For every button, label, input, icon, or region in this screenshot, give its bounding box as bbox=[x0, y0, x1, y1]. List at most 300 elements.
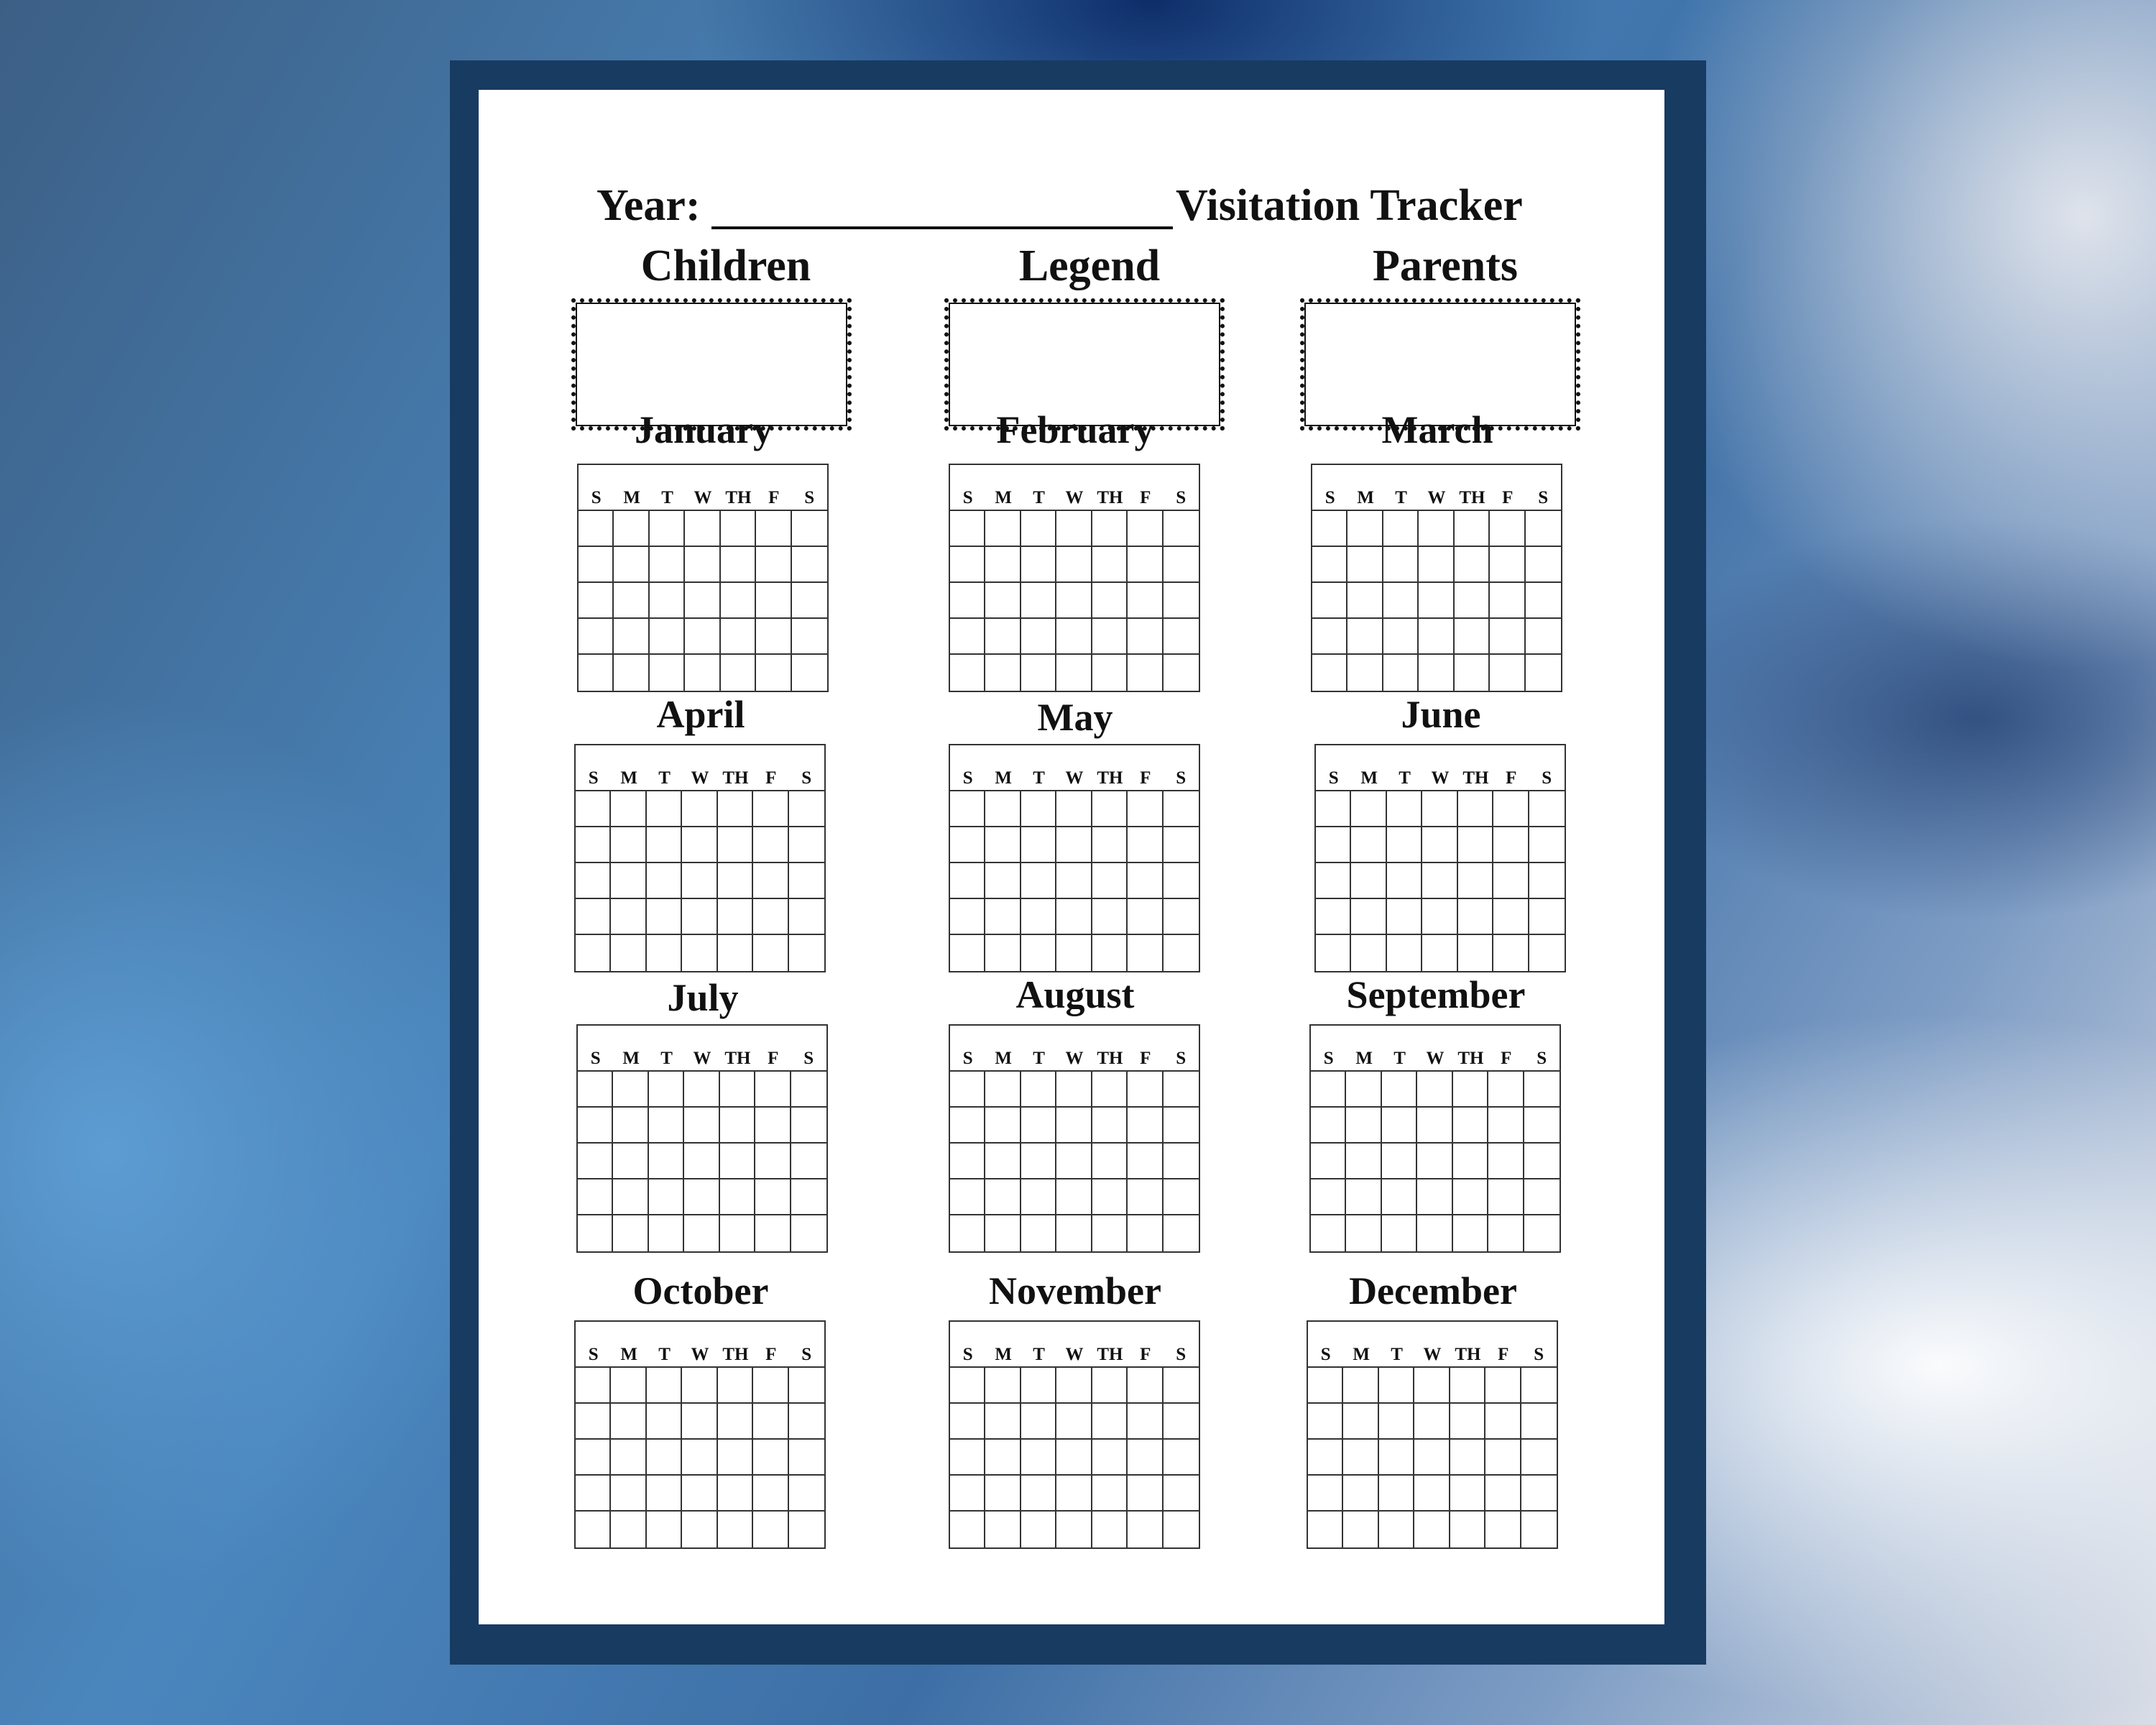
day-cell[interactable] bbox=[1312, 547, 1348, 583]
day-cell[interactable] bbox=[682, 1404, 717, 1440]
day-cell[interactable] bbox=[647, 863, 682, 899]
day-cell[interactable] bbox=[985, 1144, 1021, 1179]
day-cell[interactable] bbox=[1343, 1404, 1378, 1440]
day-cell[interactable] bbox=[1021, 899, 1056, 935]
day-cell[interactable] bbox=[611, 1404, 646, 1440]
day-cell[interactable] bbox=[1383, 583, 1419, 619]
day-cell[interactable] bbox=[613, 1179, 648, 1215]
day-cell[interactable] bbox=[1417, 1179, 1452, 1215]
day-cell[interactable] bbox=[756, 583, 791, 619]
day-cell[interactable] bbox=[1524, 1144, 1560, 1179]
day-cell[interactable] bbox=[792, 583, 827, 619]
day-cell[interactable] bbox=[578, 1215, 613, 1251]
day-cell[interactable] bbox=[1387, 791, 1422, 827]
day-cell[interactable] bbox=[753, 1512, 788, 1547]
day-cell[interactable] bbox=[1164, 1215, 1199, 1251]
day-cell[interactable] bbox=[579, 547, 614, 583]
day-cell[interactable] bbox=[985, 1368, 1021, 1404]
day-cell[interactable] bbox=[1488, 1144, 1524, 1179]
day-cell[interactable] bbox=[1056, 1072, 1092, 1108]
day-cell[interactable] bbox=[950, 655, 985, 691]
day-cell[interactable] bbox=[1453, 1179, 1488, 1215]
day-cell[interactable] bbox=[1521, 1512, 1557, 1547]
day-cell[interactable] bbox=[1056, 1108, 1092, 1144]
day-cell[interactable] bbox=[950, 899, 985, 935]
day-cell[interactable] bbox=[1348, 547, 1383, 583]
day-cell[interactable] bbox=[1346, 1144, 1381, 1179]
day-cell[interactable] bbox=[950, 511, 985, 547]
day-cell[interactable] bbox=[985, 1512, 1021, 1547]
day-cell[interactable] bbox=[1128, 1404, 1163, 1440]
day-cell[interactable] bbox=[789, 1476, 824, 1512]
day-cell[interactable] bbox=[1056, 619, 1092, 655]
day-cell[interactable] bbox=[1485, 1404, 1521, 1440]
day-cell[interactable] bbox=[1414, 1368, 1450, 1404]
day-cell[interactable] bbox=[985, 1215, 1021, 1251]
day-cell[interactable] bbox=[1092, 1440, 1128, 1476]
day-cell[interactable] bbox=[1128, 1072, 1163, 1108]
day-cell[interactable] bbox=[1128, 1215, 1163, 1251]
day-cell[interactable] bbox=[647, 935, 682, 971]
day-cell[interactable] bbox=[1056, 655, 1092, 691]
day-cell[interactable] bbox=[1128, 655, 1163, 691]
day-cell[interactable] bbox=[576, 791, 611, 827]
day-cell[interactable] bbox=[1422, 899, 1457, 935]
day-cell[interactable] bbox=[614, 619, 649, 655]
day-cell[interactable] bbox=[1524, 1108, 1560, 1144]
day-cell[interactable] bbox=[985, 583, 1021, 619]
day-cell[interactable] bbox=[791, 1072, 826, 1108]
day-cell[interactable] bbox=[1056, 1215, 1092, 1251]
day-cell[interactable] bbox=[1056, 1368, 1092, 1404]
day-cell[interactable] bbox=[1164, 1072, 1199, 1108]
day-cell[interactable] bbox=[647, 791, 682, 827]
day-cell[interactable] bbox=[647, 1476, 682, 1512]
day-cell[interactable] bbox=[1092, 863, 1128, 899]
day-cell[interactable] bbox=[1164, 1476, 1199, 1512]
day-cell[interactable] bbox=[755, 1072, 791, 1108]
day-cell[interactable] bbox=[1422, 827, 1457, 863]
day-cell[interactable] bbox=[985, 899, 1021, 935]
day-cell[interactable] bbox=[1128, 791, 1163, 827]
day-cell[interactable] bbox=[1056, 1440, 1092, 1476]
day-cell[interactable] bbox=[1308, 1440, 1343, 1476]
day-cell[interactable] bbox=[1524, 1072, 1560, 1108]
day-cell[interactable] bbox=[1387, 935, 1422, 971]
day-cell[interactable] bbox=[950, 1108, 985, 1144]
day-cell[interactable] bbox=[721, 655, 756, 691]
day-cell[interactable] bbox=[576, 1404, 611, 1440]
day-cell[interactable] bbox=[613, 1144, 648, 1179]
day-cell[interactable] bbox=[1128, 1144, 1163, 1179]
day-cell[interactable] bbox=[1021, 619, 1056, 655]
day-cell[interactable] bbox=[1021, 1072, 1056, 1108]
day-cell[interactable] bbox=[1379, 1404, 1414, 1440]
day-cell[interactable] bbox=[1488, 1215, 1524, 1251]
day-cell[interactable] bbox=[718, 1476, 753, 1512]
day-cell[interactable] bbox=[1379, 1368, 1414, 1404]
day-cell[interactable] bbox=[1021, 1512, 1056, 1547]
day-cell[interactable] bbox=[1308, 1368, 1343, 1404]
day-cell[interactable] bbox=[647, 899, 682, 935]
day-cell[interactable] bbox=[1056, 1404, 1092, 1440]
day-cell[interactable] bbox=[1092, 1144, 1128, 1179]
day-cell[interactable] bbox=[1056, 899, 1092, 935]
day-cell[interactable] bbox=[985, 1440, 1021, 1476]
day-cell[interactable] bbox=[791, 1215, 826, 1251]
day-cell[interactable] bbox=[1164, 1108, 1199, 1144]
day-cell[interactable] bbox=[684, 1144, 719, 1179]
day-cell[interactable] bbox=[685, 547, 720, 583]
day-cell[interactable] bbox=[1021, 1215, 1056, 1251]
day-cell[interactable] bbox=[985, 1476, 1021, 1512]
day-cell[interactable] bbox=[576, 1440, 611, 1476]
day-cell[interactable] bbox=[682, 791, 717, 827]
day-cell[interactable] bbox=[1521, 1368, 1557, 1404]
day-cell[interactable] bbox=[789, 863, 824, 899]
day-cell[interactable] bbox=[950, 1179, 985, 1215]
day-cell[interactable] bbox=[1092, 899, 1128, 935]
day-cell[interactable] bbox=[718, 791, 753, 827]
day-cell[interactable] bbox=[614, 583, 649, 619]
day-cell[interactable] bbox=[950, 1404, 985, 1440]
day-cell[interactable] bbox=[1453, 1144, 1488, 1179]
day-cell[interactable] bbox=[611, 1368, 646, 1404]
day-cell[interactable] bbox=[985, 547, 1021, 583]
day-cell[interactable] bbox=[578, 1072, 613, 1108]
day-cell[interactable] bbox=[1529, 827, 1565, 863]
day-cell[interactable] bbox=[649, 1215, 684, 1251]
day-cell[interactable] bbox=[1455, 511, 1490, 547]
day-cell[interactable] bbox=[1128, 827, 1163, 863]
day-cell[interactable] bbox=[1450, 1404, 1485, 1440]
day-cell[interactable] bbox=[792, 511, 827, 547]
day-cell[interactable] bbox=[1343, 1440, 1378, 1476]
day-cell[interactable] bbox=[578, 1144, 613, 1179]
day-cell[interactable] bbox=[1021, 863, 1056, 899]
day-cell[interactable] bbox=[1348, 619, 1383, 655]
day-cell[interactable] bbox=[1348, 511, 1383, 547]
day-cell[interactable] bbox=[1387, 827, 1422, 863]
day-cell[interactable] bbox=[1092, 791, 1128, 827]
day-cell[interactable] bbox=[684, 1108, 719, 1144]
day-cell[interactable] bbox=[576, 1368, 611, 1404]
day-cell[interactable] bbox=[1164, 827, 1199, 863]
day-cell[interactable] bbox=[1450, 1368, 1485, 1404]
day-cell[interactable] bbox=[792, 619, 827, 655]
day-cell[interactable] bbox=[682, 1440, 717, 1476]
day-cell[interactable] bbox=[1490, 547, 1525, 583]
day-cell[interactable] bbox=[1092, 1512, 1128, 1547]
day-cell[interactable] bbox=[1529, 935, 1565, 971]
day-cell[interactable] bbox=[1493, 899, 1529, 935]
day-cell[interactable] bbox=[1387, 863, 1422, 899]
day-cell[interactable] bbox=[1128, 863, 1163, 899]
day-cell[interactable] bbox=[1343, 1512, 1378, 1547]
day-cell[interactable] bbox=[985, 1072, 1021, 1108]
day-cell[interactable] bbox=[1453, 1108, 1488, 1144]
day-cell[interactable] bbox=[684, 1072, 719, 1108]
day-cell[interactable] bbox=[753, 935, 788, 971]
day-cell[interactable] bbox=[1092, 655, 1128, 691]
day-cell[interactable] bbox=[1529, 791, 1565, 827]
day-cell[interactable] bbox=[1092, 827, 1128, 863]
day-cell[interactable] bbox=[755, 1144, 791, 1179]
day-cell[interactable] bbox=[1455, 655, 1490, 691]
day-cell[interactable] bbox=[1164, 899, 1199, 935]
day-cell[interactable] bbox=[579, 655, 614, 691]
day-cell[interactable] bbox=[682, 827, 717, 863]
day-cell[interactable] bbox=[985, 1404, 1021, 1440]
day-cell[interactable] bbox=[950, 619, 985, 655]
day-cell[interactable] bbox=[718, 1368, 753, 1404]
day-cell[interactable] bbox=[1128, 1179, 1163, 1215]
day-cell[interactable] bbox=[1417, 1072, 1452, 1108]
day-cell[interactable] bbox=[1348, 583, 1383, 619]
day-cell[interactable] bbox=[1417, 1144, 1452, 1179]
day-cell[interactable] bbox=[1521, 1404, 1557, 1440]
day-cell[interactable] bbox=[611, 863, 646, 899]
day-cell[interactable] bbox=[611, 827, 646, 863]
day-cell[interactable] bbox=[720, 1072, 755, 1108]
day-cell[interactable] bbox=[1312, 583, 1348, 619]
day-cell[interactable] bbox=[579, 511, 614, 547]
day-cell[interactable] bbox=[684, 1179, 719, 1215]
day-cell[interactable] bbox=[1458, 827, 1493, 863]
day-cell[interactable] bbox=[1092, 1476, 1128, 1512]
day-cell[interactable] bbox=[985, 511, 1021, 547]
day-cell[interactable] bbox=[1422, 791, 1457, 827]
day-cell[interactable] bbox=[611, 1476, 646, 1512]
day-cell[interactable] bbox=[1021, 1179, 1056, 1215]
day-cell[interactable] bbox=[720, 1108, 755, 1144]
day-cell[interactable] bbox=[1021, 583, 1056, 619]
day-cell[interactable] bbox=[1414, 1404, 1450, 1440]
day-cell[interactable] bbox=[791, 1144, 826, 1179]
day-cell[interactable] bbox=[1382, 1215, 1417, 1251]
day-cell[interactable] bbox=[649, 1108, 684, 1144]
day-cell[interactable] bbox=[985, 791, 1021, 827]
day-cell[interactable] bbox=[753, 827, 788, 863]
day-cell[interactable] bbox=[649, 1144, 684, 1179]
day-cell[interactable] bbox=[1128, 547, 1163, 583]
day-cell[interactable] bbox=[753, 899, 788, 935]
day-cell[interactable] bbox=[1346, 1215, 1381, 1251]
day-cell[interactable] bbox=[950, 1215, 985, 1251]
day-cell[interactable] bbox=[1164, 583, 1199, 619]
day-cell[interactable] bbox=[579, 619, 614, 655]
day-cell[interactable] bbox=[1056, 1144, 1092, 1179]
day-cell[interactable] bbox=[1348, 655, 1383, 691]
day-cell[interactable] bbox=[1128, 1108, 1163, 1144]
day-cell[interactable] bbox=[1521, 1440, 1557, 1476]
day-cell[interactable] bbox=[1485, 1440, 1521, 1476]
day-cell[interactable] bbox=[1092, 935, 1128, 971]
day-cell[interactable] bbox=[682, 1512, 717, 1547]
day-cell[interactable] bbox=[579, 583, 614, 619]
day-cell[interactable] bbox=[1164, 1144, 1199, 1179]
day-cell[interactable] bbox=[1092, 619, 1128, 655]
day-cell[interactable] bbox=[647, 827, 682, 863]
day-cell[interactable] bbox=[1164, 1404, 1199, 1440]
day-cell[interactable] bbox=[1450, 1476, 1485, 1512]
day-cell[interactable] bbox=[611, 1440, 646, 1476]
day-cell[interactable] bbox=[1316, 827, 1351, 863]
day-cell[interactable] bbox=[1488, 1179, 1524, 1215]
day-cell[interactable] bbox=[756, 511, 791, 547]
day-cell[interactable] bbox=[1343, 1476, 1378, 1512]
day-cell[interactable] bbox=[1490, 655, 1525, 691]
day-cell[interactable] bbox=[950, 1144, 985, 1179]
day-cell[interactable] bbox=[576, 899, 611, 935]
day-cell[interactable] bbox=[1493, 827, 1529, 863]
day-cell[interactable] bbox=[1419, 583, 1454, 619]
day-cell[interactable] bbox=[1164, 1440, 1199, 1476]
day-cell[interactable] bbox=[1092, 511, 1128, 547]
day-cell[interactable] bbox=[1422, 863, 1457, 899]
day-cell[interactable] bbox=[1351, 935, 1386, 971]
day-cell[interactable] bbox=[1092, 1404, 1128, 1440]
day-cell[interactable] bbox=[650, 619, 685, 655]
day-cell[interactable] bbox=[685, 619, 720, 655]
day-cell[interactable] bbox=[611, 791, 646, 827]
day-cell[interactable] bbox=[1419, 619, 1454, 655]
day-cell[interactable] bbox=[647, 1512, 682, 1547]
day-cell[interactable] bbox=[1164, 511, 1199, 547]
day-cell[interactable] bbox=[684, 1215, 719, 1251]
day-cell[interactable] bbox=[1092, 1108, 1128, 1144]
day-cell[interactable] bbox=[613, 1108, 648, 1144]
day-cell[interactable] bbox=[1419, 655, 1454, 691]
day-cell[interactable] bbox=[1485, 1512, 1521, 1547]
day-cell[interactable] bbox=[1311, 1108, 1346, 1144]
day-cell[interactable] bbox=[950, 935, 985, 971]
day-cell[interactable] bbox=[1379, 1440, 1414, 1476]
day-cell[interactable] bbox=[1351, 863, 1386, 899]
day-cell[interactable] bbox=[1414, 1476, 1450, 1512]
day-cell[interactable] bbox=[1056, 511, 1092, 547]
day-cell[interactable] bbox=[950, 1512, 985, 1547]
day-cell[interactable] bbox=[753, 1476, 788, 1512]
day-cell[interactable] bbox=[1092, 1215, 1128, 1251]
day-cell[interactable] bbox=[1056, 791, 1092, 827]
day-cell[interactable] bbox=[1164, 655, 1199, 691]
day-cell[interactable] bbox=[985, 1179, 1021, 1215]
day-cell[interactable] bbox=[1382, 1179, 1417, 1215]
day-cell[interactable] bbox=[789, 1512, 824, 1547]
day-cell[interactable] bbox=[950, 1072, 985, 1108]
day-cell[interactable] bbox=[1351, 827, 1386, 863]
day-cell[interactable] bbox=[985, 655, 1021, 691]
day-cell[interactable] bbox=[1056, 1512, 1092, 1547]
day-cell[interactable] bbox=[1343, 1368, 1378, 1404]
day-cell[interactable] bbox=[1382, 1144, 1417, 1179]
day-cell[interactable] bbox=[1164, 1512, 1199, 1547]
day-cell[interactable] bbox=[1453, 1215, 1488, 1251]
day-cell[interactable] bbox=[614, 655, 649, 691]
day-cell[interactable] bbox=[685, 655, 720, 691]
day-cell[interactable] bbox=[613, 1072, 648, 1108]
day-cell[interactable] bbox=[1526, 511, 1561, 547]
day-cell[interactable] bbox=[789, 935, 824, 971]
day-cell[interactable] bbox=[1092, 547, 1128, 583]
day-cell[interactable] bbox=[1455, 619, 1490, 655]
day-cell[interactable] bbox=[611, 935, 646, 971]
day-cell[interactable] bbox=[718, 1404, 753, 1440]
day-cell[interactable] bbox=[1490, 619, 1525, 655]
day-cell[interactable] bbox=[1414, 1512, 1450, 1547]
day-cell[interactable] bbox=[1383, 511, 1419, 547]
day-cell[interactable] bbox=[1526, 619, 1561, 655]
day-cell[interactable] bbox=[756, 619, 791, 655]
day-cell[interactable] bbox=[1493, 863, 1529, 899]
day-cell[interactable] bbox=[1316, 791, 1351, 827]
day-cell[interactable] bbox=[985, 827, 1021, 863]
day-cell[interactable] bbox=[718, 827, 753, 863]
day-cell[interactable] bbox=[789, 1440, 824, 1476]
day-cell[interactable] bbox=[1164, 935, 1199, 971]
day-cell[interactable] bbox=[576, 935, 611, 971]
day-cell[interactable] bbox=[1056, 547, 1092, 583]
day-cell[interactable] bbox=[985, 1108, 1021, 1144]
day-cell[interactable] bbox=[650, 583, 685, 619]
day-cell[interactable] bbox=[1056, 827, 1092, 863]
day-cell[interactable] bbox=[755, 1215, 791, 1251]
day-cell[interactable] bbox=[578, 1108, 613, 1144]
day-cell[interactable] bbox=[789, 1404, 824, 1440]
day-cell[interactable] bbox=[647, 1368, 682, 1404]
day-cell[interactable] bbox=[682, 899, 717, 935]
day-cell[interactable] bbox=[753, 1368, 788, 1404]
day-cell[interactable] bbox=[1092, 1179, 1128, 1215]
day-cell[interactable] bbox=[1383, 619, 1419, 655]
day-cell[interactable] bbox=[1346, 1108, 1381, 1144]
day-cell[interactable] bbox=[789, 1368, 824, 1404]
day-cell[interactable] bbox=[576, 1476, 611, 1512]
day-cell[interactable] bbox=[1526, 583, 1561, 619]
day-cell[interactable] bbox=[1164, 1179, 1199, 1215]
day-cell[interactable] bbox=[950, 547, 985, 583]
day-cell[interactable] bbox=[1308, 1476, 1343, 1512]
day-cell[interactable] bbox=[1056, 583, 1092, 619]
day-cell[interactable] bbox=[1311, 1215, 1346, 1251]
day-cell[interactable] bbox=[1493, 935, 1529, 971]
day-cell[interactable] bbox=[1308, 1404, 1343, 1440]
day-cell[interactable] bbox=[650, 547, 685, 583]
day-cell[interactable] bbox=[1021, 935, 1056, 971]
day-cell[interactable] bbox=[950, 1476, 985, 1512]
day-cell[interactable] bbox=[1021, 1108, 1056, 1144]
day-cell[interactable] bbox=[1164, 863, 1199, 899]
day-cell[interactable] bbox=[720, 1215, 755, 1251]
day-cell[interactable] bbox=[1092, 583, 1128, 619]
day-cell[interactable] bbox=[1379, 1512, 1414, 1547]
day-cell[interactable] bbox=[792, 655, 827, 691]
day-cell[interactable] bbox=[718, 1512, 753, 1547]
day-cell[interactable] bbox=[1128, 511, 1163, 547]
day-cell[interactable] bbox=[721, 511, 756, 547]
day-cell[interactable] bbox=[1524, 1179, 1560, 1215]
day-cell[interactable] bbox=[1092, 1072, 1128, 1108]
day-cell[interactable] bbox=[685, 583, 720, 619]
day-cell[interactable] bbox=[1056, 863, 1092, 899]
day-cell[interactable] bbox=[1128, 1512, 1163, 1547]
day-cell[interactable] bbox=[1021, 1144, 1056, 1179]
day-cell[interactable] bbox=[753, 791, 788, 827]
day-cell[interactable] bbox=[755, 1108, 791, 1144]
day-cell[interactable] bbox=[718, 899, 753, 935]
day-cell[interactable] bbox=[1021, 1404, 1056, 1440]
